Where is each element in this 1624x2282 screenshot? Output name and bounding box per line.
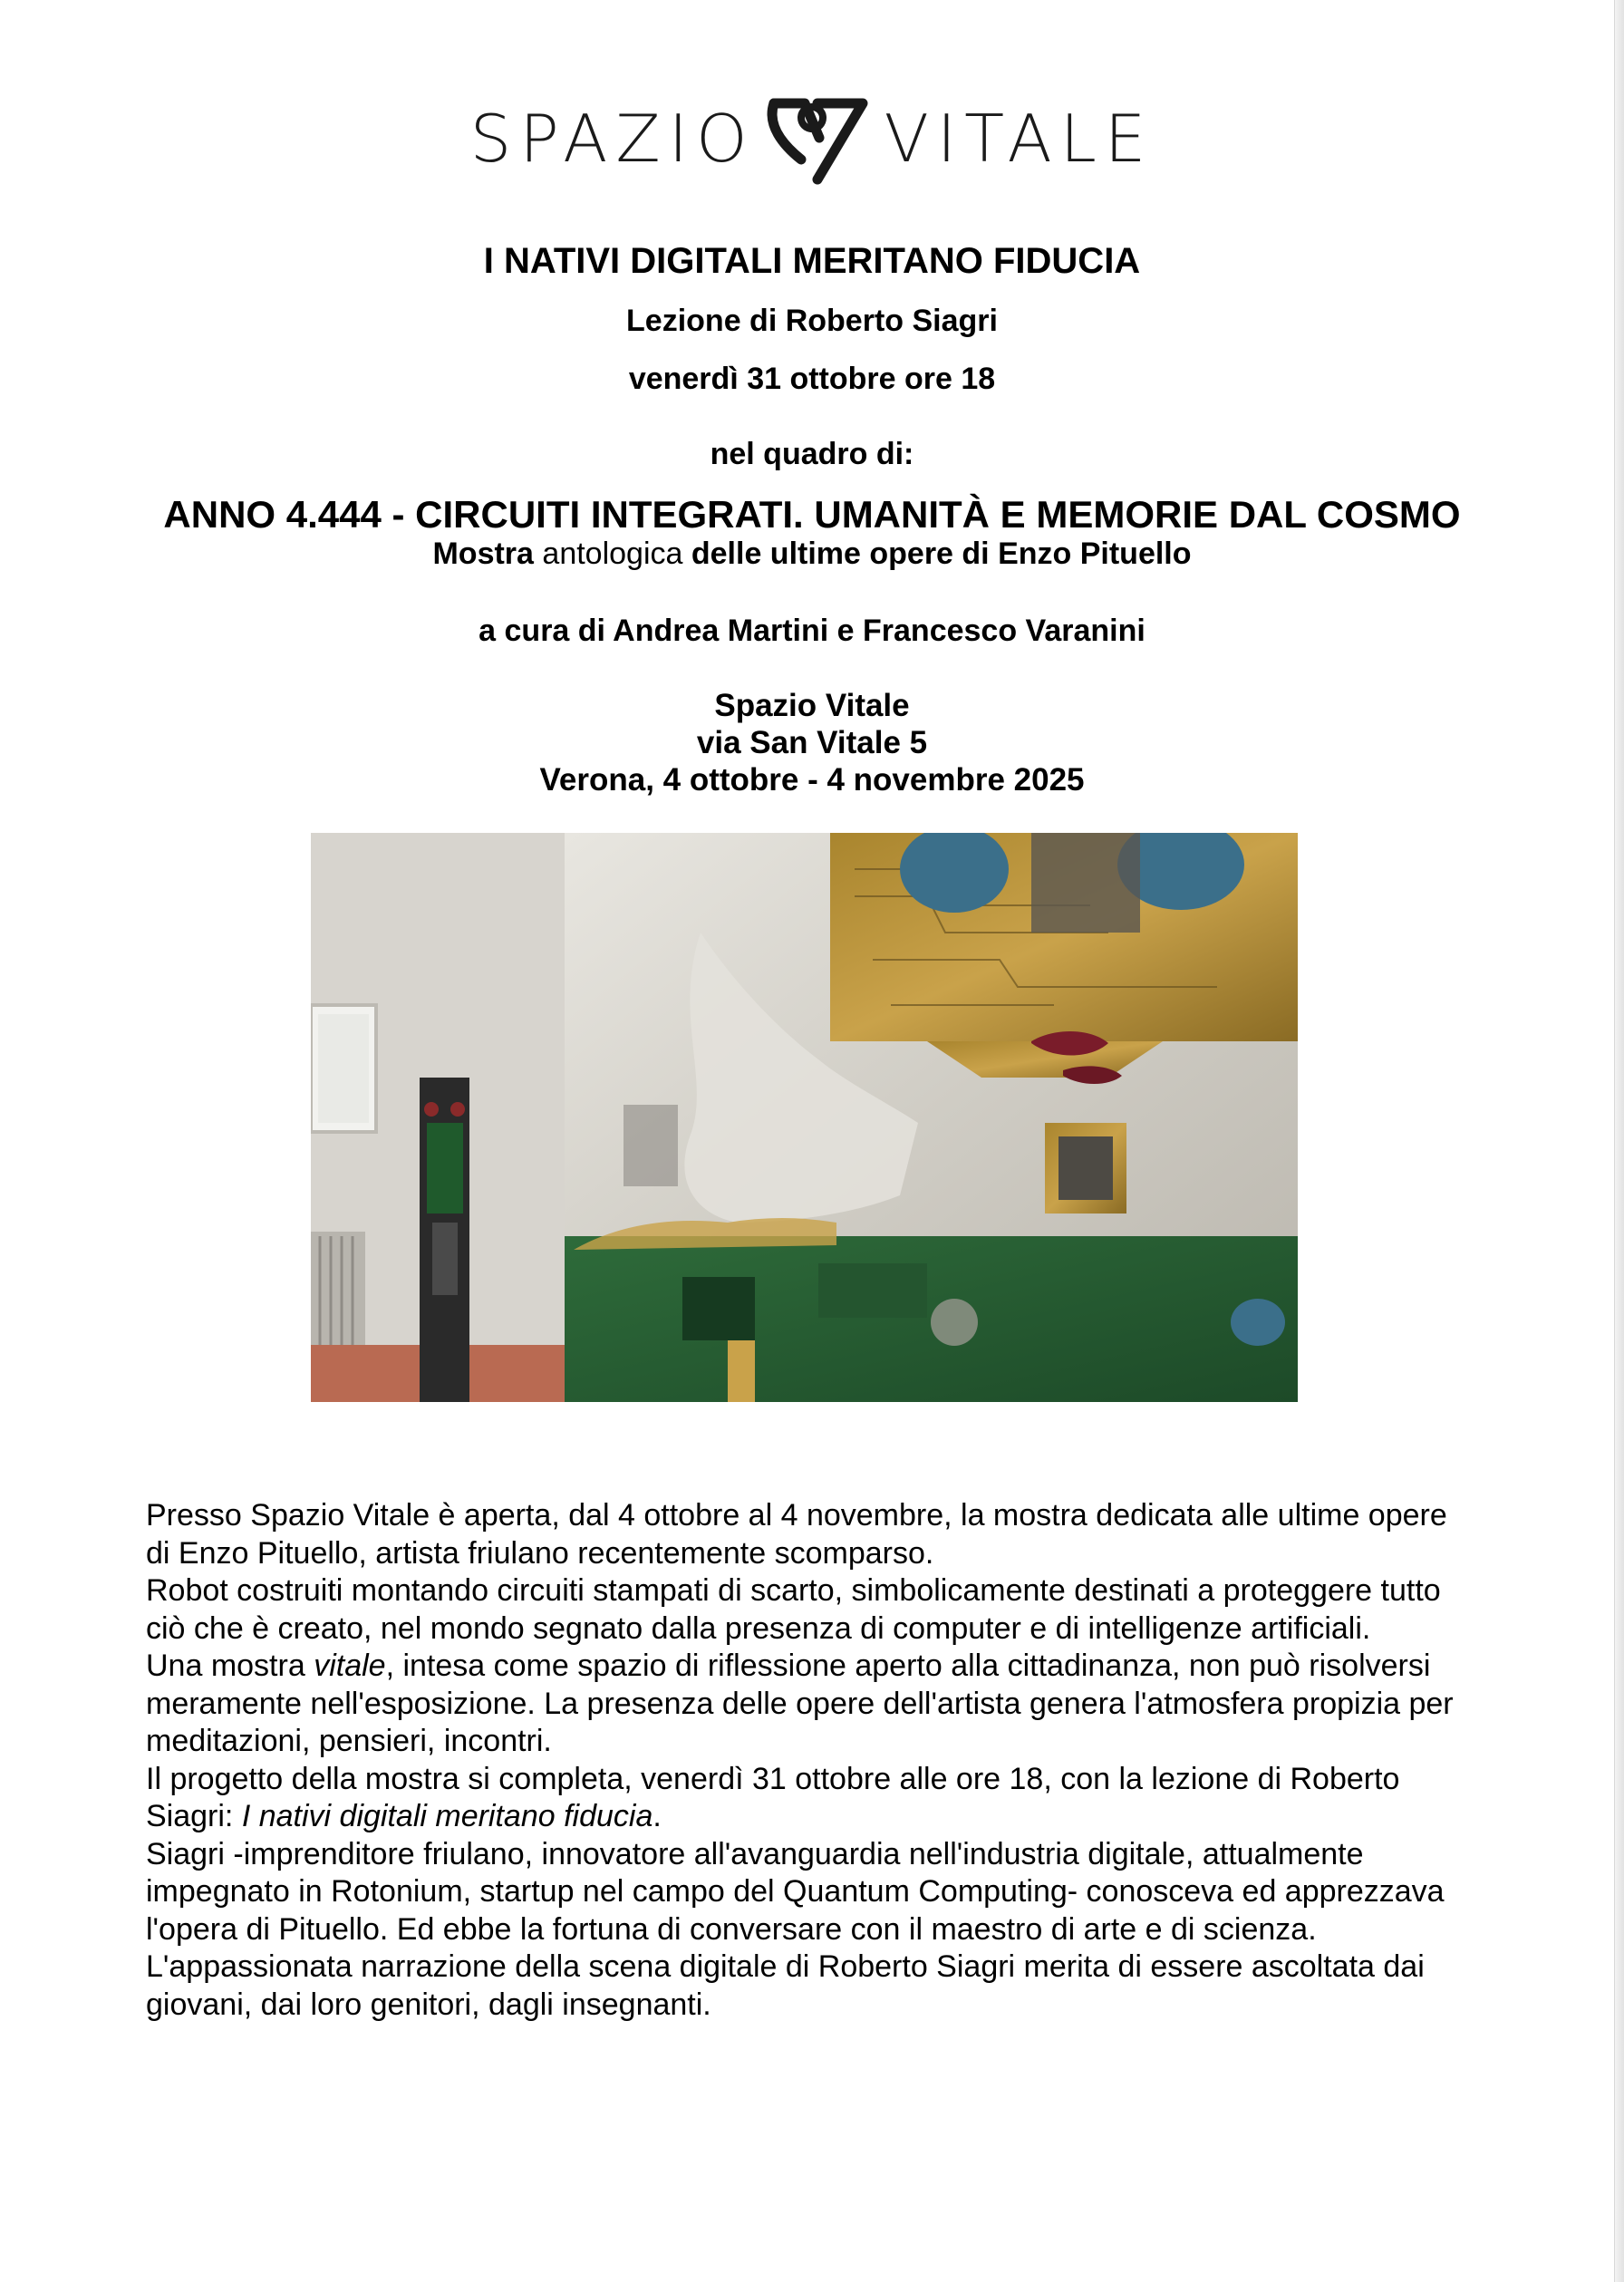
p4-start: Il progetto della mostra si completa, venerdì 31 ottobre alle ore 18, con la lezione di Roberto Siagri: [146,1761,1400,1833]
venue-block [0,687,1624,798]
subtitle-rest: delle ultime opere di Enzo Pituello [691,537,1192,571]
venue-city-dates: Verona, 4 ottobre - 4 novembre 2025 [539,762,1085,798]
body-text [146,1497,1478,2024]
paragraph-2: Robot costruiti montando circuiti stampati di scarto, simbolicamente destinati a proteggere tutto ciò che è creato, nel mondo segnato dalla presenza di computer e di intelligenze artificiali. [146,1573,1441,1646]
framework-intro: nel quadro di: [710,437,914,471]
paragraph-3 [146,1648,1478,1761]
page-edge-shadow [1614,0,1624,2282]
subtitle-mostra: Mostra [432,537,534,571]
curators: a cura di Andrea Martini e Francesco Varanini [478,614,1146,648]
p3-end: , intesa come spazio di riflessione aperto alla cittadinanza, non può risolversi meramente nell'esposizione. La presenza delle opere dell'artista genera l'atmosfera propizia per meditazioni, pensieri, incontri. [146,1649,1454,1758]
event-title: I NATIVI DIGITALI MERITANO FIDUCIA [483,241,1141,281]
paragraph-6: L'appassionata narrazione della scena digitale di Roberto Siagri merita di essere ascoltata dai giovani, dai loro genitori, dagli insegnanti. [146,1949,1425,2022]
subtitle-antologica: antologica [542,537,683,571]
p4-italic: I nativi digitali meritano fiducia [241,1799,653,1833]
event-date: venerdì 31 ottobre ore 18 [628,362,996,396]
exhibition-title: ANNO 4.444 - CIRCUITI INTEGRATI. UMANITÀ E MEMORIE DAL COSMO [163,493,1461,536]
paragraph-1: Presso Spazio Vitale è aperta, dal 4 ottobre al 4 novembre, la mostra dedicata alle ultime opere di Enzo Pituello, artista friulano recentemente scomparso. [146,1498,1447,1571]
paragraph-5: Siagri -imprenditore friulano, innovatore all'avanguardia nell'industria digitale, attualmente impegnato in Rotonium, startup nel campo del Quantum Computing- conosceva ed apprezzava l'opera di Pituello. Ed ebbe la fortuna di conversare con il maestro di arte e di scienza. [146,1836,1445,1947]
heart-v-icon [765,91,872,187]
p3-italic: vitale [314,1649,386,1683]
exhibition-photo [311,833,1298,1402]
venue-address: via San Vitale 5 [696,725,928,760]
robot-artwork-image [311,833,1298,1402]
p3-start: Una mostra [146,1649,314,1683]
logo-word-right: VITALE [884,101,1155,177]
exhibition-subtitle [0,537,1624,572]
venue-name: Spazio Vitale [714,688,910,723]
lecture-line: Lezione di Roberto Siagri [626,304,998,338]
paragraph-4 [146,1761,1478,1836]
logo-word-left: SPAZIO [469,101,756,177]
spazio-vitale-logo [0,89,1624,189]
p4-end: . [652,1799,662,1833]
